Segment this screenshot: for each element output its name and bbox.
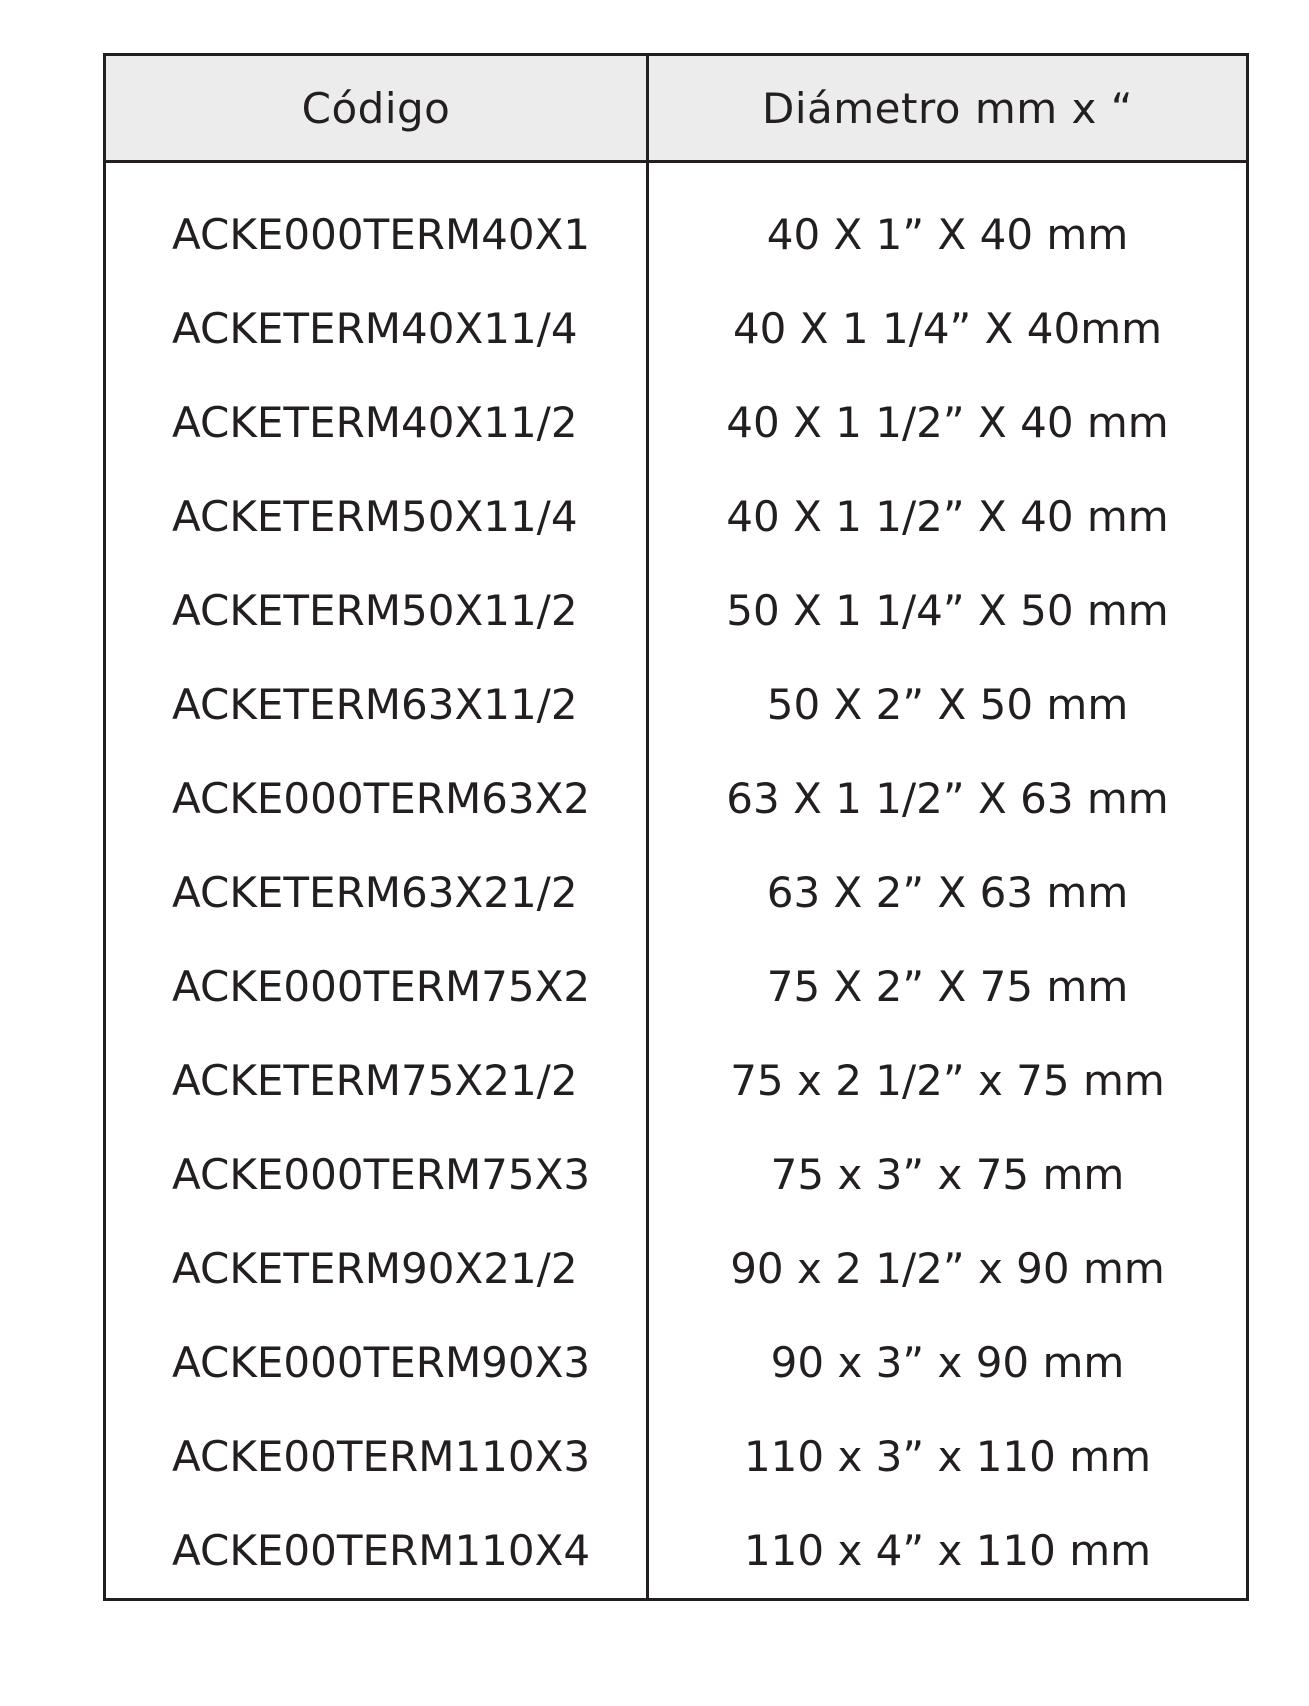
code-cell: ACKE000TERM40X1 <box>172 210 591 259</box>
table-row <box>106 1128 1246 1222</box>
table-row <box>106 188 1246 282</box>
table-row <box>106 470 1246 564</box>
diameter-cell: 75 x 2 1/2” x 75 mm <box>730 1056 1165 1105</box>
diameter-cell: 90 x 3” x 90 mm <box>770 1338 1125 1387</box>
diameter-cell: 50 X 1 1/4” X 50 mm <box>726 586 1169 635</box>
diameter-cell: 40 X 1 1/4” X 40mm <box>732 304 1163 353</box>
table-row <box>106 564 1246 658</box>
table-row <box>106 940 1246 1034</box>
diameter-cell: 63 X 1 1/2” X 63 mm <box>726 774 1169 823</box>
code-cell: ACKETERM40X11/4 <box>172 304 578 353</box>
diameter-cell: 50 X 2” X 50 mm <box>766 680 1129 729</box>
table-body <box>106 188 1246 1598</box>
diameter-cell: 110 x 4” x 110 mm <box>743 1526 1152 1575</box>
code-cell: ACKETERM90X21/2 <box>172 1244 578 1293</box>
header-diameter: Diámetro mm x “ <box>761 83 1133 133</box>
table-row <box>106 282 1246 376</box>
code-cell: ACKETERM50X11/2 <box>172 586 578 635</box>
code-cell: ACKETERM40X11/2 <box>172 398 578 447</box>
table-row <box>106 752 1246 846</box>
diameter-cell: 40 X 1 1/2” X 40 mm <box>726 492 1169 541</box>
diameter-cell: 75 X 2” X 75 mm <box>766 962 1129 1011</box>
code-cell: ACKE000TERM63X2 <box>172 774 591 823</box>
table-row <box>106 1034 1246 1128</box>
code-cell: ACKETERM75X21/2 <box>172 1056 578 1105</box>
table-row <box>106 376 1246 470</box>
diameter-cell: 40 X 1 1/2” X 40 mm <box>726 398 1169 447</box>
code-cell: ACKE000TERM90X3 <box>172 1338 591 1387</box>
table-row <box>106 658 1246 752</box>
table-row <box>106 1316 1246 1410</box>
diameter-cell: 110 x 3” x 110 mm <box>743 1432 1152 1481</box>
code-cell: ACKE000TERM75X2 <box>172 962 591 1011</box>
diameter-cell: 40 X 1” X 40 mm <box>766 210 1129 259</box>
diameter-cell: 63 X 2” X 63 mm <box>766 868 1129 917</box>
diameter-cell: 90 x 2 1/2” x 90 mm <box>730 1244 1165 1293</box>
table-row <box>106 1222 1246 1316</box>
table-row <box>106 1504 1246 1598</box>
code-cell: ACKE00TERM110X3 <box>172 1432 591 1481</box>
code-cell: ACKETERM50X11/4 <box>172 492 578 541</box>
product-table <box>103 53 1249 1601</box>
code-cell: ACKETERM63X21/2 <box>172 868 578 917</box>
header-code: Código <box>301 83 451 133</box>
table-row <box>106 846 1246 940</box>
code-cell: ACKETERM63X11/2 <box>172 680 578 729</box>
code-cell: ACKE000TERM75X3 <box>172 1150 591 1199</box>
code-cell: ACKE00TERM110X4 <box>172 1526 591 1575</box>
table-row <box>106 1410 1246 1504</box>
diameter-cell: 75 x 3” x 75 mm <box>770 1150 1125 1199</box>
